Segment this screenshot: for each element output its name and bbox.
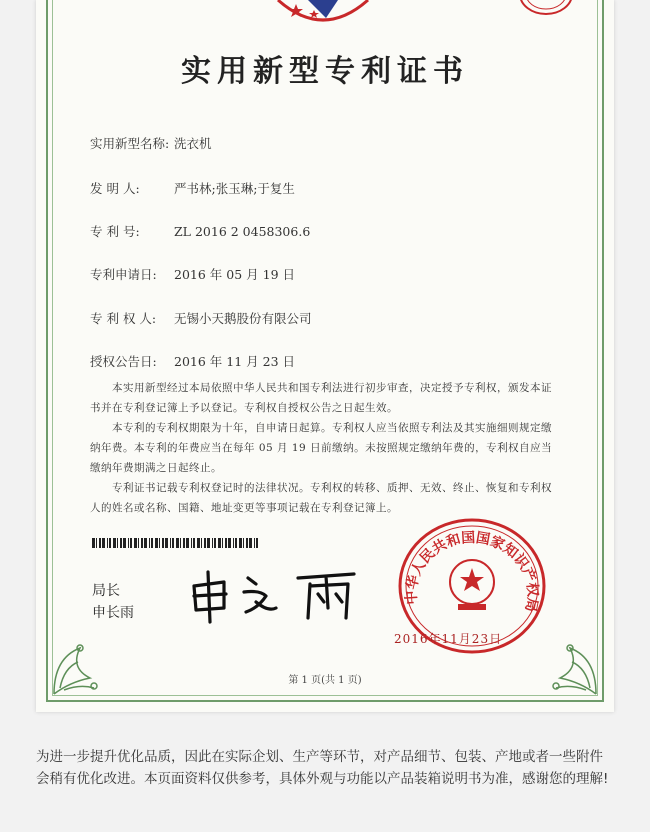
field-label: 专 利 权 人: bbox=[90, 311, 157, 326]
field-utility-model-name bbox=[90, 134, 212, 152]
chief-name: 申长雨 bbox=[92, 605, 134, 621]
field-label: 发 明 人: bbox=[90, 181, 140, 196]
barcode-icon bbox=[92, 538, 262, 548]
field-application-date bbox=[90, 265, 295, 283]
top-seal-icon bbox=[518, 0, 574, 16]
field-patentee bbox=[90, 309, 312, 327]
page-number: 第 1 页(共 1 页) bbox=[288, 675, 362, 686]
patent-certificate bbox=[36, 0, 614, 712]
field-value: 无锡小天鹅股份有限公司 bbox=[174, 311, 312, 326]
certificate-title: 实用新型专利证书 bbox=[181, 54, 469, 89]
top-emblem-icon bbox=[268, 0, 378, 22]
signature-image bbox=[186, 568, 366, 624]
field-patent-number bbox=[90, 222, 310, 240]
field-label: 实用新型名称: bbox=[90, 136, 170, 151]
field-value: 2016 年 05 月 19 日 bbox=[174, 267, 295, 282]
corner-ornament-icon bbox=[540, 638, 600, 698]
paragraph-register: 专利证书记载专利权登记时的法律状况。专利权的转移、质押、无效、终止、恢复和专利权人的姓名或名称、国籍、地址变更等事项记载在专利登记簿上。 bbox=[90, 482, 552, 514]
paragraph-grant: 本实用新型经过本局依照中华人民共和国专利法进行初步审查，决定授予专利权，颁发本证书并在专利登记簿上予以登记。专利权自授权公告之日起生效。 bbox=[90, 382, 552, 414]
disclaimer-text: 为进一步提升优化品质，因此在实际企划、生产等环节，对产品细节、包装、产地或者一些附件会稍有优化改进。本页面资料仅供参考，具体外观与功能以产品装箱说明书为准，感谢您的理解! bbox=[36, 749, 609, 787]
field-value: 2016 年 11 月 23 日 bbox=[174, 354, 295, 369]
field-label: 专 利 号: bbox=[90, 224, 140, 239]
paragraph-term: 本专利的专利权期限为十年，自申请日起算。专利权人应当依照专利法及其实施细则规定缴纳年费。本专利的年费应当在每年 05 月 19 日前缴纳。未按照规定缴纳年费的，专利权自应当缴纳年费期满之日起终止。 bbox=[90, 422, 553, 474]
field-grant-date bbox=[90, 352, 295, 370]
field-inventors bbox=[90, 179, 295, 197]
field-value: 严书林;张玉琳;于复生 bbox=[174, 181, 295, 196]
corner-ornament-icon bbox=[50, 638, 110, 698]
field-label: 专利申请日: bbox=[90, 267, 157, 282]
chief-title: 局长 bbox=[92, 583, 120, 599]
seal-date: 2016年11月23日 bbox=[394, 632, 503, 646]
seal-text: 中华人民共和国国家知识产权局 bbox=[403, 529, 541, 614]
field-value: 洗衣机 bbox=[174, 136, 212, 151]
field-label: 授权公告日: bbox=[90, 354, 157, 369]
field-value: ZL 2016 2 0458306.6 bbox=[174, 224, 311, 239]
